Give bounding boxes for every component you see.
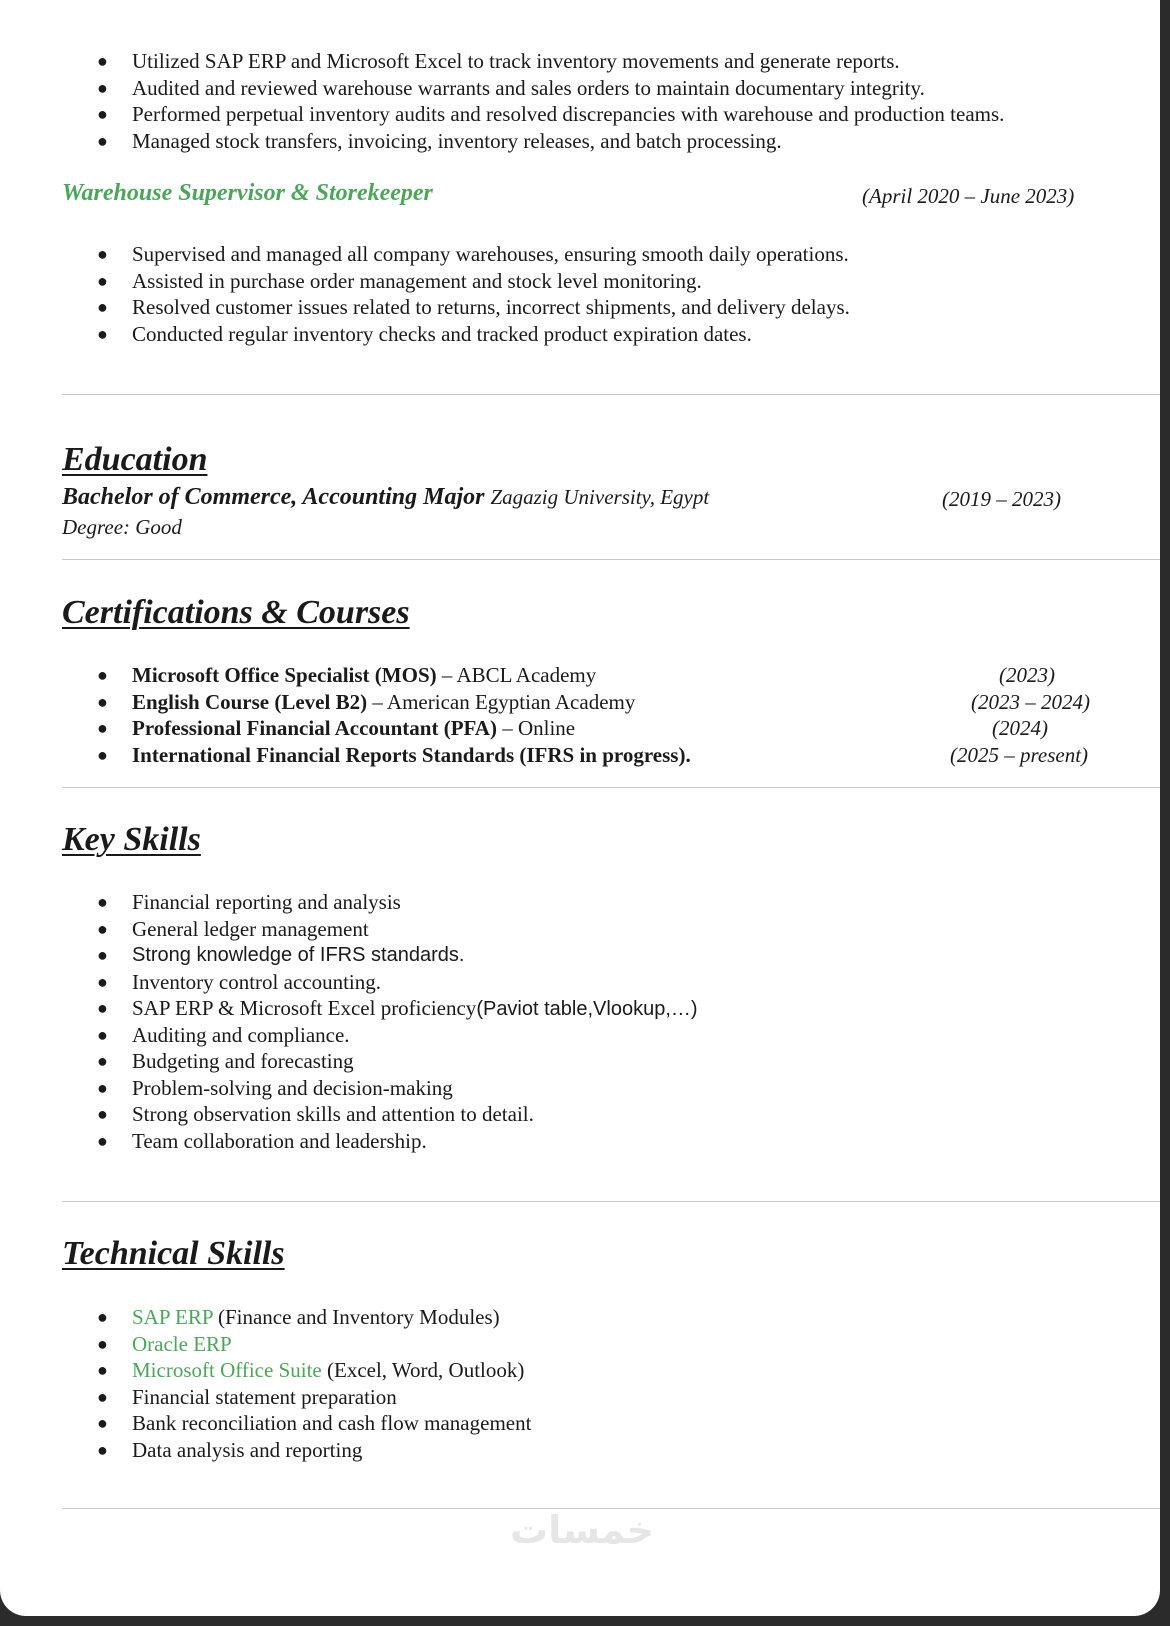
list-item: ● Oracle ERP	[97, 1331, 232, 1356]
bullet-icon: ●	[97, 270, 108, 291]
list-item: ● Utilized SAP ERP and Microsoft Excel to track inventory movements and generate reports.	[97, 49, 900, 73]
cert-year: (2024)	[992, 716, 1048, 740]
degree: Bachelor of Commerce, Accounting Major	[62, 484, 485, 510]
divider	[62, 559, 1160, 560]
list-item	[0, 742, 1160, 769]
bullet-icon: ●	[97, 77, 108, 98]
watermark-logo: خمسات	[510, 1508, 654, 1552]
job-dates: (April 2020 – June 2023)	[862, 184, 1075, 208]
bullet-icon: ●	[97, 945, 108, 965]
list-item: ● Financial reporting and analysis	[97, 890, 401, 914]
cert-year: (2025 – present)	[950, 742, 1089, 767]
bullet-icon: ●	[97, 918, 108, 939]
list-item: ● Team collaboration and leadership.	[97, 1128, 427, 1153]
cert-name: International Financial Reports Standards (IFRS in progress).	[132, 742, 691, 767]
education-line	[62, 484, 709, 511]
key-skills-heading: Key Skills	[62, 821, 201, 858]
bullet-icon: ●	[97, 1360, 108, 1380]
cert-provider: – ABCL Academy	[436, 663, 597, 687]
list-item: ● Problem-solving and decision-making	[97, 1075, 453, 1100]
list-item: ● Budgeting and forecasting	[97, 1049, 354, 1073]
bullet-icon: ●	[97, 1024, 108, 1045]
cert-year: (2023)	[999, 663, 1055, 687]
bullet-icon: ●	[97, 718, 108, 738]
list-item: ● Bank reconciliation and cash flow management	[97, 1411, 532, 1435]
university: Zagazig University, Egypt	[490, 485, 710, 509]
list-item: ● Audited and reviewed warehouse warrants and sales orders to maintain documentary integrity.	[97, 75, 925, 100]
cert-name: Microsoft Office Specialist (MOS)	[132, 663, 437, 687]
bullet-icon: ●	[97, 1104, 108, 1124]
bullet-icon: ●	[97, 744, 108, 765]
job-title: Warehouse Supervisor & Storekeeper	[62, 180, 433, 206]
bullet-icon: ●	[97, 892, 108, 912]
list-item	[0, 715, 1160, 742]
list-item: ● Strong knowledge of IFRS standards.	[0, 942, 1160, 969]
excel-detail: (Paviot table,Vlookup,…)	[476, 998, 698, 1020]
list-item: ● SAP ERP (Finance and Inventory Modules)	[97, 1305, 500, 1329]
bullet-icon: ●	[97, 1439, 108, 1460]
list-item: ● Data analysis and reporting	[97, 1437, 363, 1462]
list-item: ● Assisted in purchase order management and stock level monitoring.	[97, 268, 702, 293]
education-heading: Education	[62, 441, 208, 478]
list-item	[0, 662, 1160, 689]
list-item: ● Strong observation skills and attention to detail.	[97, 1102, 534, 1126]
bullet-icon: ●	[97, 1333, 108, 1354]
technical-skills-heading: Technical Skills	[62, 1235, 285, 1272]
list-item: ● Inventory control accounting.	[97, 969, 382, 994]
cert-year: (2023 – 2024)	[971, 689, 1090, 714]
bullet-icon: ●	[97, 104, 108, 124]
list-item	[0, 689, 1160, 716]
divider	[62, 787, 1160, 788]
list-item: ● Microsoft Office Suite (Excel, Word, Outlook)	[97, 1358, 525, 1382]
bullet-icon: ●	[97, 665, 108, 685]
list-item: ● Financial statement preparation	[97, 1384, 397, 1409]
cert-name: English Course (Level B2)	[132, 689, 368, 714]
bullet-icon: ●	[97, 1386, 108, 1407]
certifications-heading: Certifications & Courses	[62, 594, 410, 631]
list-item: ● Resolved customer issues related to returns, incorrect shipments, and delivery delays.	[97, 295, 850, 319]
bullet-icon: ●	[97, 998, 108, 1018]
job-bullets	[0, 241, 1160, 347]
bullet-icon: ●	[97, 1130, 108, 1151]
bullet-icon: ●	[97, 323, 108, 344]
list-item: ● Performed perpetual inventory audits and resolved discrepancies with warehouse and production teams.	[97, 102, 1005, 126]
degree-grade: Degree: Good	[62, 515, 182, 539]
bullet-icon: ●	[97, 297, 108, 317]
bullet-icon: ●	[97, 691, 108, 712]
key-skills-list	[0, 889, 1160, 1154]
list-item: ● Supervised and managed all company warehouses, ensuring smooth daily operations.	[97, 242, 849, 266]
technical-skills-list	[0, 1304, 1160, 1463]
cert-provider: – American Egyptian Academy	[367, 689, 636, 714]
bullet-icon: ●	[97, 244, 108, 264]
list-item: ● SAP ERP & Microsoft Excel proficiency(Paviot table,Vlookup,…)	[97, 996, 698, 1020]
prev-job-bullets	[0, 48, 1160, 154]
list-item: ● General ledger management	[97, 916, 369, 941]
bullet-icon: ●	[97, 1077, 108, 1098]
bullet-icon: ●	[97, 971, 108, 992]
bullet-icon: ●	[97, 1051, 108, 1071]
bullet-icon: ●	[97, 1413, 108, 1433]
bullet-icon: ●	[97, 1307, 108, 1327]
cert-name: Professional Financial Accountant (PFA)	[132, 716, 497, 740]
education-dates: (2019 – 2023)	[942, 487, 1061, 511]
bullet-icon: ●	[97, 130, 108, 151]
divider	[62, 1201, 1160, 1202]
list-item: ● Auditing and compliance.	[97, 1022, 350, 1047]
list-item: ● Conducted regular inventory checks and tracked product expiration dates.	[97, 321, 752, 346]
divider	[62, 394, 1160, 395]
list-item: ● Managed stock transfers, invoicing, inventory releases, and batch processing.	[97, 128, 782, 153]
cert-provider: – Online	[496, 716, 576, 740]
bullet-icon: ●	[97, 51, 108, 71]
certifications-list	[0, 662, 1160, 768]
